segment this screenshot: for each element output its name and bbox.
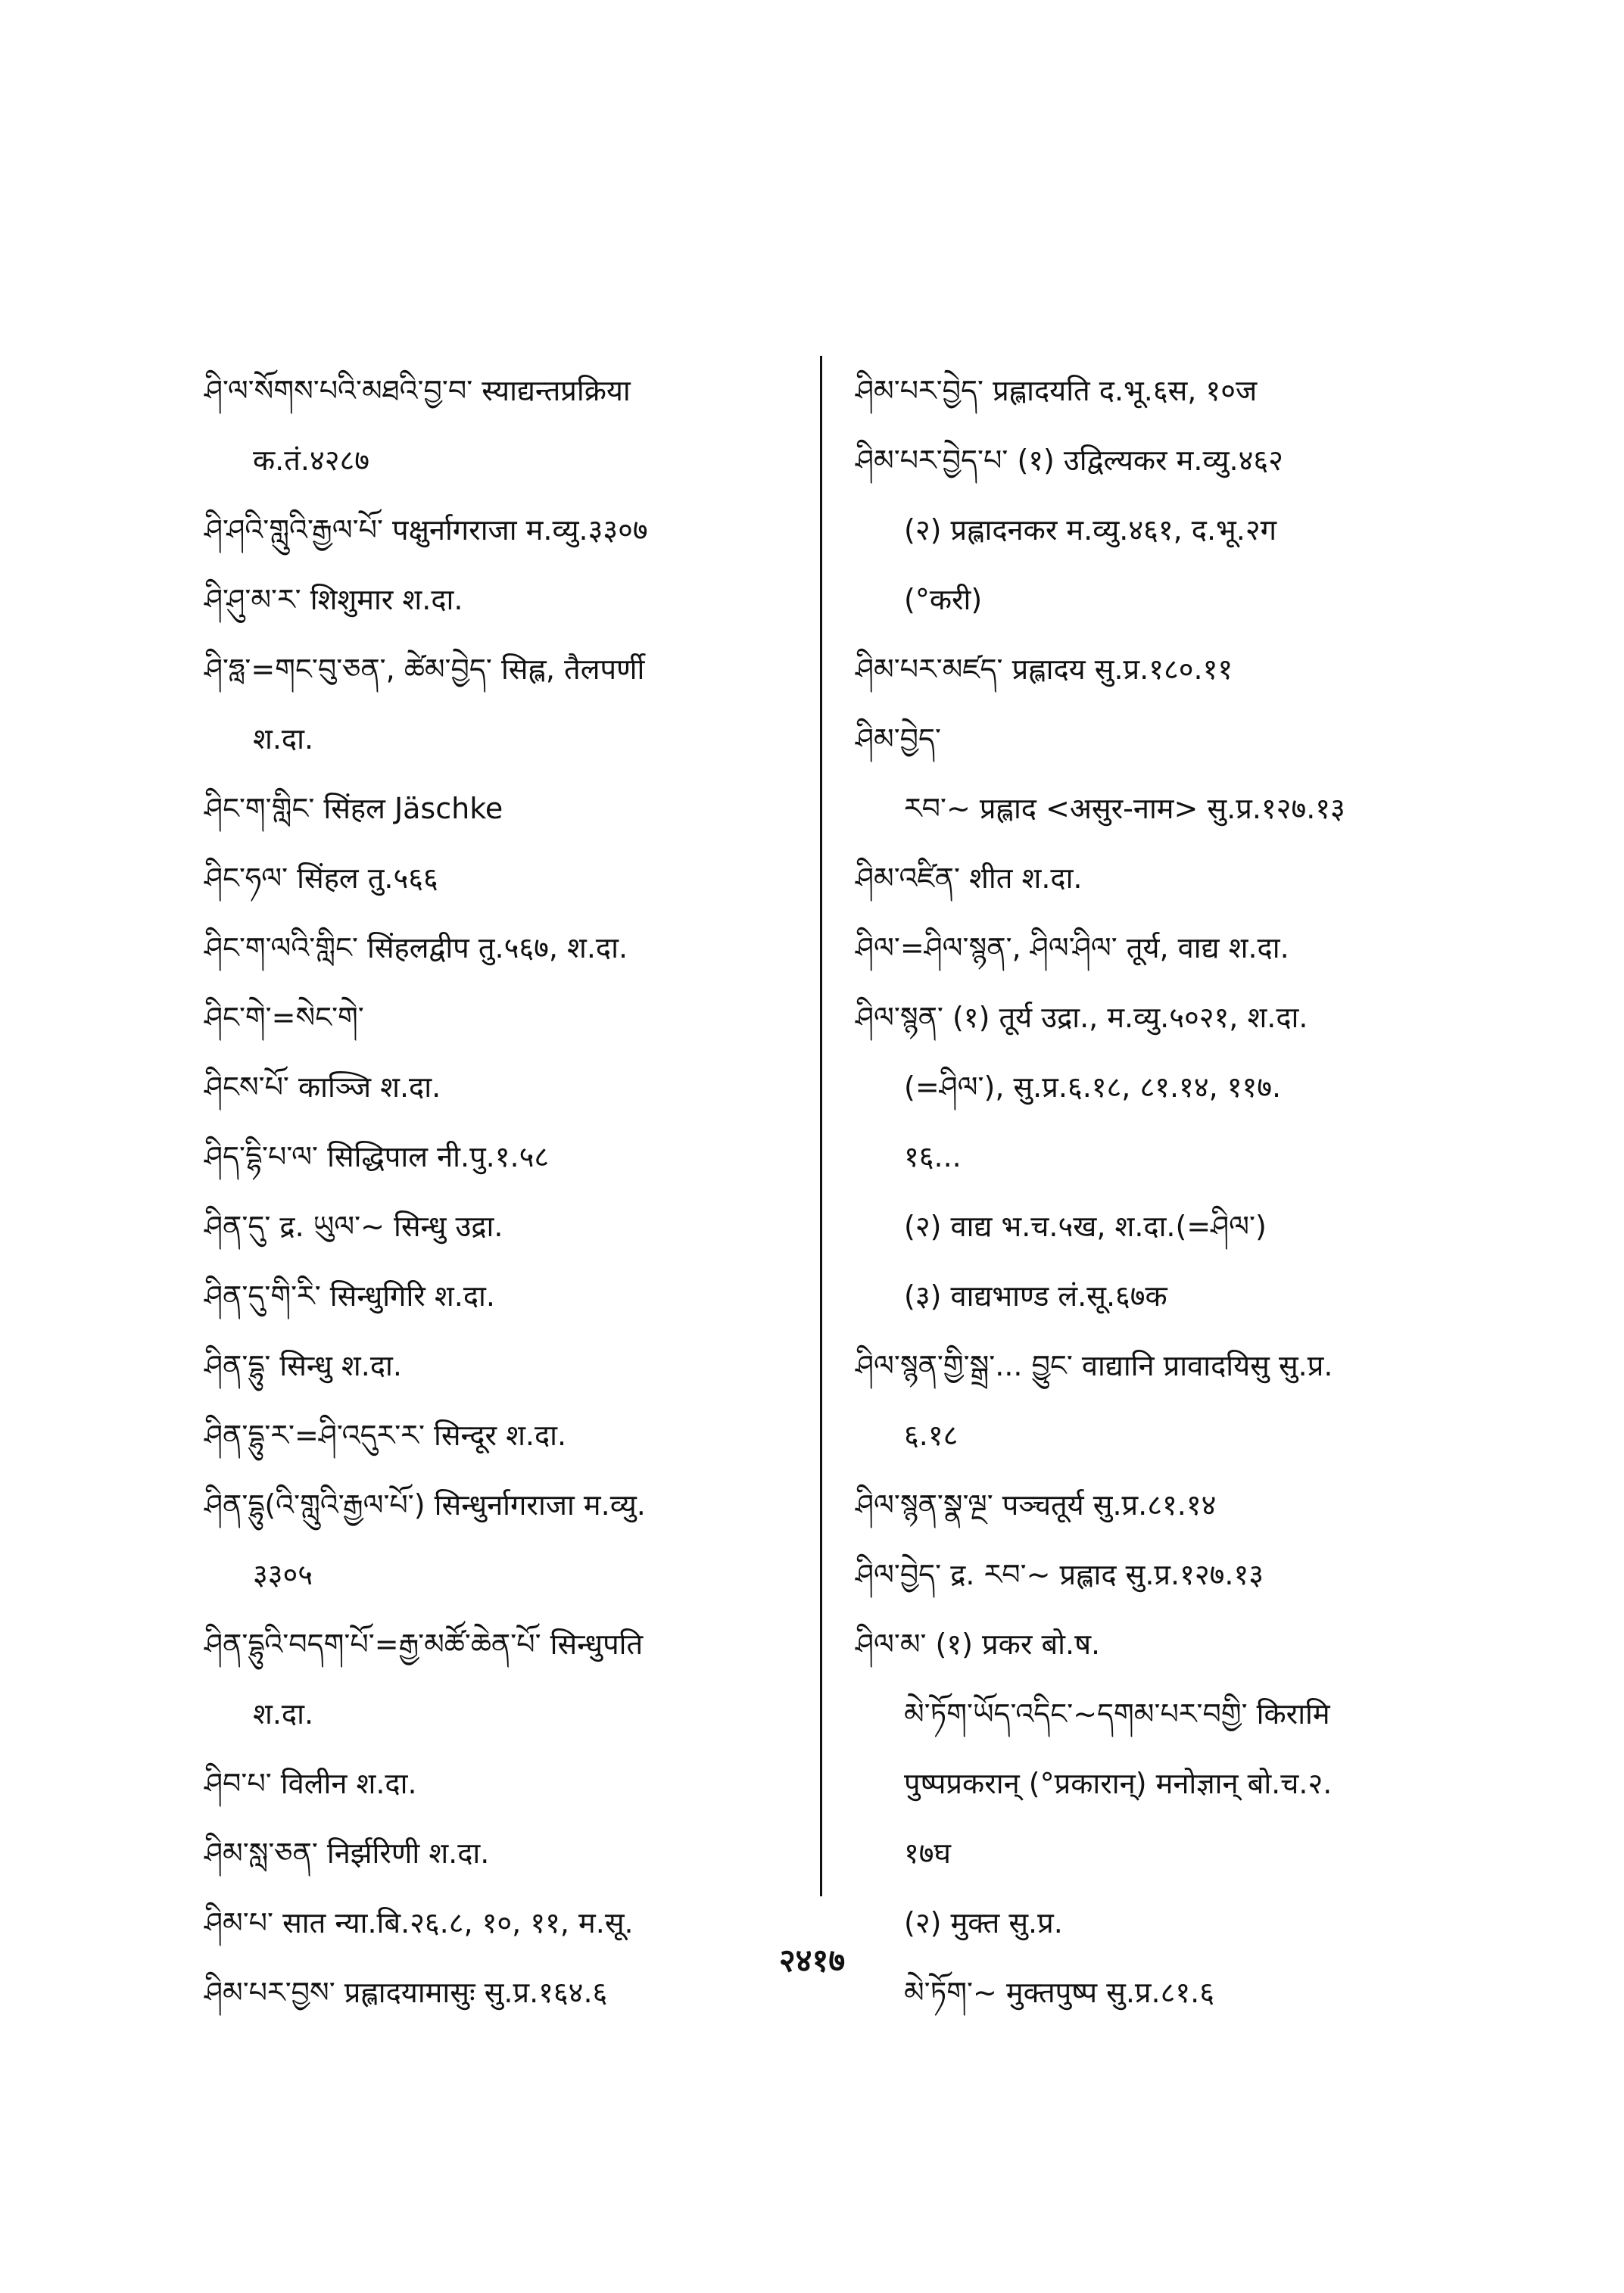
- entry-continuation: (=ཤིལ་), सु.प्र.६.१८, ८१.१४, ११७.: [904, 1070, 1282, 1104]
- entry: ཤིམ་པར་བྱས་ प्रह्लादयामासुः सु.प्र.१६४.६: [204, 1976, 608, 2009]
- entry: ཤིང་ག་ལའི་གླིང་ सिंहलद्वीप तु.५६७, श.दा.: [204, 931, 628, 964]
- entry: ཤི་ཤུ་མ་ར་ शिशुमार श.दा.: [204, 583, 463, 616]
- entry: ཤིལ་སྙན་ (१) तूर्य उद्रा., म.व्यु.५०२१, श.दा.: [856, 1001, 1308, 1034]
- entry-continuation: क.तं.४२८७: [253, 444, 370, 477]
- entry: ཤིངས་པོ་ काञ्जि श.दा.: [204, 1070, 441, 1104]
- entry-continuation: ६.१८: [904, 1419, 959, 1452]
- entry-continuation: १६...: [904, 1140, 962, 1173]
- entry-sense: (३) वाद्यभाण्ड लं.सू.६७क: [904, 1279, 1167, 1313]
- entry: ཤིབ་པ་ विलीन श.दा.: [204, 1767, 417, 1800]
- entry: ཤི་ཤའི་གླུའི་རྒྱལ་པོ་ पक्षुर्नागराजा म.व्यु.३३०७: [204, 513, 648, 547]
- entry-continuation: (°करी): [904, 583, 983, 616]
- entry: ཤིལ་སྙན་གྱི་སྒྲ་... བྱུང་ वाद्यानि प्रावादयिसु सु.प्र.: [856, 1349, 1333, 1382]
- entry: ཤིལ་སྙན་སྣ་ལྔ་ पञ्चतूर्य सु.प्र.८१.१४: [856, 1488, 1217, 1522]
- entry: ཤིང་ཧལ་ सिंहल तु.५६६: [204, 861, 438, 895]
- entry-subentry: མེ་ཏོག་~ मुक्तपुष्प सु.प्र.८१.६: [904, 1976, 1214, 2009]
- entry-sense: (२) मुक्त सु.प्र.: [904, 1906, 1063, 1939]
- entry: ཤིལ་=ཤིལ་སྙན་, ཤིལ་ཤིལ་ तूर्य, वाद्य श.दा.: [856, 931, 1289, 964]
- entry: ཤི་ལ་སོགས་པའི་མཐའི་བྱ་བ་ स्याद्यन्तप्रक्रिया: [204, 374, 631, 407]
- entry: ཤིང་ག་གླིང་ सिंहल Jäschke: [204, 792, 503, 825]
- entry-example: མེ་ཏོག་ཡོད་འདིང་~དགམ་པར་བགྱི་ किरामि: [904, 1697, 1330, 1731]
- entry-continuation: श.दा.: [253, 1697, 314, 1731]
- entry: ཤིམ་པར་བྱེད་ प्रह्लादयति द.भू.६स, १०ज: [856, 374, 1258, 407]
- entry-continuation: श.दा.: [253, 722, 314, 756]
- entry: ཤིན་དུ་གི་རི་ सिन्धुगिरि श.दा.: [204, 1279, 495, 1313]
- page-number: २४१७: [778, 1942, 846, 1979]
- entry-continuation: १७घ: [904, 1837, 951, 1870]
- entry-sense: (२) प्रह्लादनकर म.व्यु.४६१, द.भू.२ग: [904, 513, 1276, 547]
- entry: ཤིད་དྷི་པ་ལ་ सिद्धिपाल नी.पु.१.५८: [204, 1140, 550, 1173]
- entry: ཤིན་དྷུ(འི་གླུའི་རྒྱལ་པོ་) सिन्धुर्नागराजा म.व्यु.: [204, 1488, 646, 1522]
- entry-sense: (२) वाद्य भ.च.५ख, श.दा.(=ཤིལ་): [904, 1210, 1267, 1243]
- right-column: [856, 356, 1469, 2027]
- entry: ཤི་ཧླ་=གང་བུ་ཅན་, ཚེམ་བྱེད་ सिह्ल, तैलपर्णी: [204, 653, 645, 686]
- entry: ཤིན་དྷུ་ར་=ཤི་འདུར་ར་ सिन्दूर श.दा.: [204, 1419, 567, 1452]
- entry: ཤིམ་འཛིན་ शीत श.दा.: [856, 861, 1083, 895]
- entry: ཤིམ་པར་བྱེད་པ་ (१) उद्विल्यकर म.व्यु.४६२: [856, 444, 1283, 477]
- entry: ཤིང་གེ་=སེང་གེ་: [204, 1001, 364, 1034]
- entry: ཤིམ་སླ་ཅན་ निर्झरिणी श.दा.: [204, 1837, 490, 1870]
- entry-continuation: ३३०५: [253, 1558, 313, 1591]
- entry: ཤིན་དུ་ द्र. ཡུལ་~ सिन्धु उद्रा.: [204, 1210, 503, 1243]
- entry: ཤིམ་བྱེད་: [856, 722, 942, 756]
- entry-example: पुष्पप्रकरान् (°प्रकारान्) मनोज्ञान् बो.च.२.: [904, 1767, 1333, 1800]
- left-column: [204, 356, 810, 2027]
- entry: ཤིལ་མ་ (१) प्रकर बो.ष.: [856, 1628, 1101, 1661]
- entry: ཤིལ་བྱེད་ द्र. རབ་~ प्रह्लाद सु.प्र.१२७.१३: [856, 1558, 1264, 1591]
- entry: ཤིན་དྷུའི་བདག་པོ་=རྒྱ་མཚོ་ཆེན་པོ་ सिन्धुपति: [204, 1628, 644, 1661]
- column-divider: [820, 356, 822, 1896]
- entry: ཤིན་དྷུ་ सिन्धु श.दा.: [204, 1349, 402, 1382]
- entry: ཤིམ་པར་མཛད་ प्रह्लादय सु.प्र.१८०.११: [856, 653, 1233, 686]
- entry: ཤིམ་པ་ सात न्या.बि.२६.८, १०, ११, म.सू.: [204, 1906, 634, 1939]
- entry-subentry: རབ་~ प्रह्लाद <असुर-नाम> सु.प्र.१२७.१३: [904, 792, 1345, 825]
